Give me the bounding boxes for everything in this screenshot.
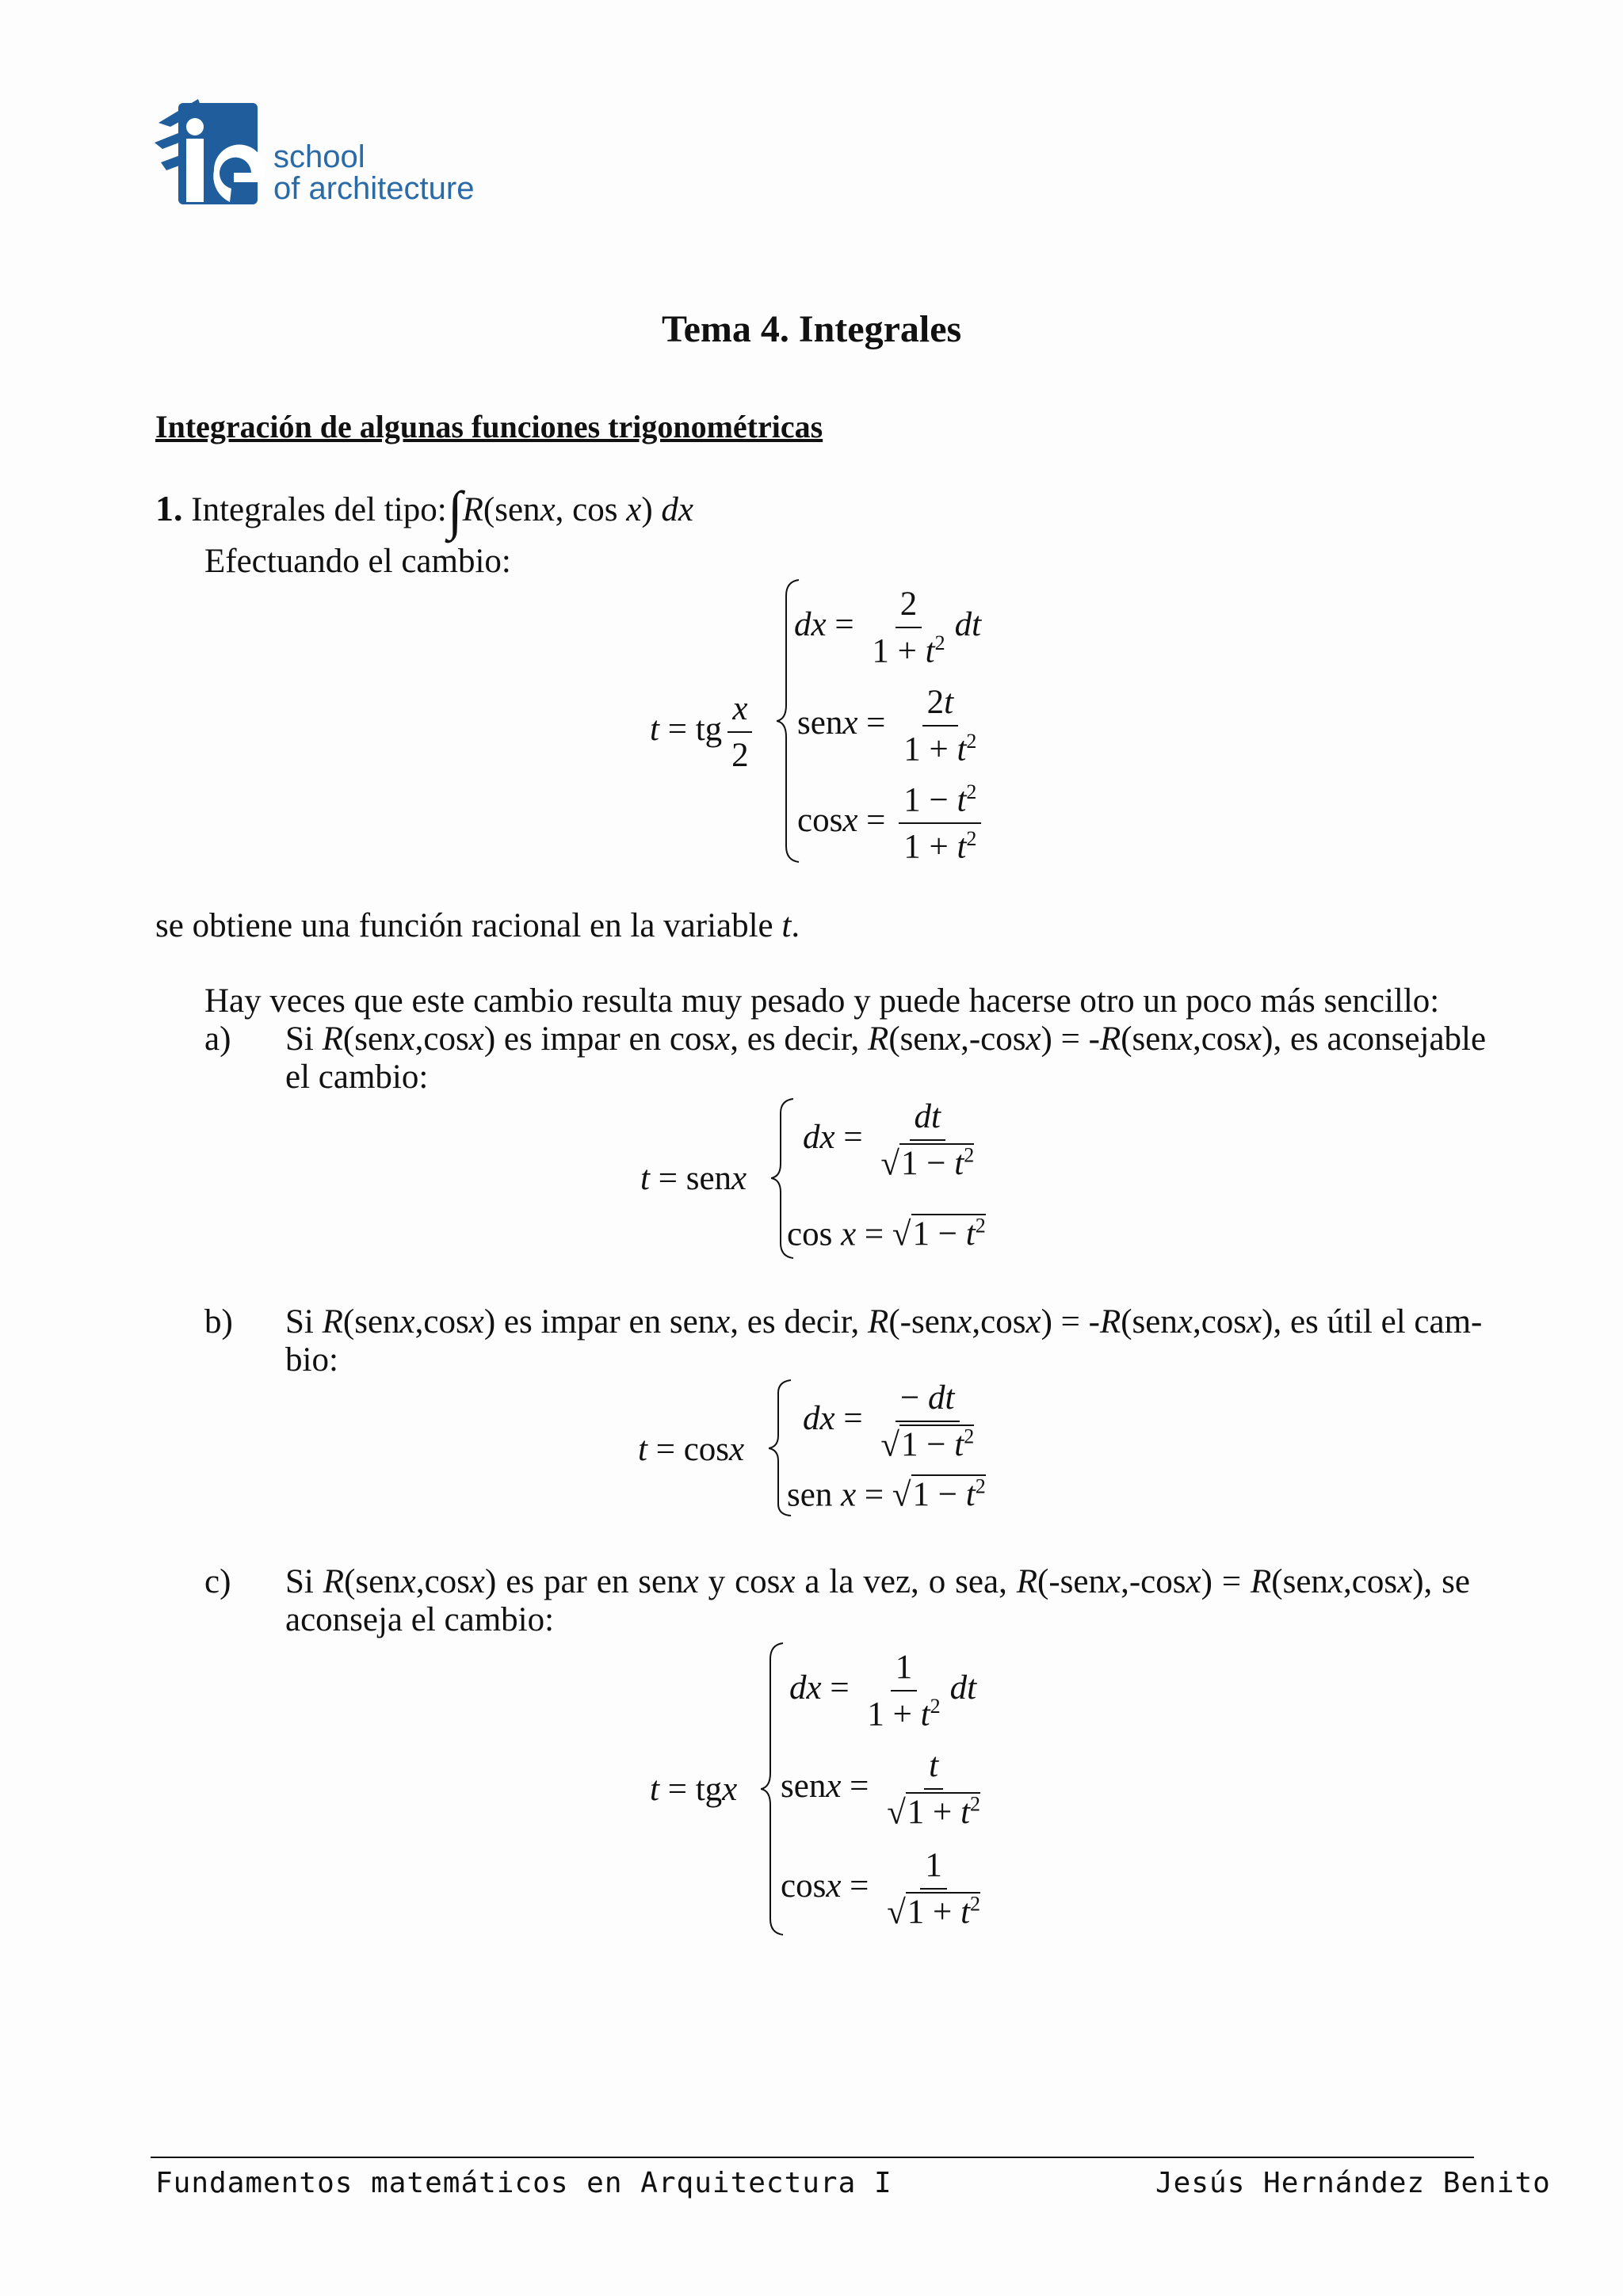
sub1-sen: senx = $\frac{2t}{1 + t^2}$ xyxy=(797,684,977,769)
item1-heading xyxy=(155,490,447,529)
case-a-label: a) xyxy=(204,1020,231,1058)
item1-conclusion: se obtiene una función racional en la variable t. xyxy=(155,907,800,944)
item1-number: 1. xyxy=(155,488,183,528)
sub-c-lhs: t = tgx xyxy=(650,1771,738,1808)
item1-intro: Integrales del tipo: xyxy=(191,491,447,528)
case-b-text: Si R(senx,cosx) es impar en senx, es decir, R(-senx,cosx) = -R(senx,cosx), es útil el cam- xyxy=(285,1303,1483,1341)
sub-b-sen: sen $x = √1 - t^2$ xyxy=(787,1475,986,1514)
logo-line-school: school xyxy=(273,139,365,174)
sub1-lhs: t = tg $\frac{x}{2}$ xyxy=(650,689,758,775)
item1-integral: ∫R(senx, cos x) dx xyxy=(448,480,693,540)
ie-logo-mark xyxy=(155,95,273,206)
footer-rule xyxy=(151,2157,1474,2158)
system-1 xyxy=(650,578,983,864)
system-c xyxy=(650,1642,991,1936)
case-b-label: b) xyxy=(204,1303,233,1341)
sub-b-dx: dx = $\frac{- dt}{√1 - t^2}$ xyxy=(803,1379,975,1464)
section-title: Integración de algunas funciones trigonométricas xyxy=(155,409,823,444)
sub-a-dx: dx = $\frac{dt}{√1 - t^2}$ xyxy=(803,1098,975,1183)
sub-a-cos: $\cos x = √1 - t^2$ xyxy=(787,1215,986,1253)
footer-left: Fundamentos matemáticos en Arquitectura I xyxy=(155,2167,892,2199)
logo-line-architecture: of architecture xyxy=(273,171,475,206)
sub-c-cos: cosx = $\frac{1}{√1 + t^2}$ xyxy=(781,1847,981,1932)
case-a-line2: el cambio: xyxy=(285,1058,429,1096)
case-c-line2: aconseja el cambio: xyxy=(285,1601,555,1638)
case-c-label: c) xyxy=(204,1563,231,1600)
case-a-text: Si R(senx,cosx) es impar en cosx, es decir, R(senx,-cosx) = -R(senx,cosx), es aconsejable xyxy=(285,1020,1487,1058)
sub1-cos: cosx = $\frac{1 - t^2}{1 + t^2}$ xyxy=(797,780,986,867)
system-b xyxy=(638,1379,995,1517)
sub1-dx: dx = $\frac{2}{1 + t^2}$ dt xyxy=(794,585,982,670)
system-a xyxy=(640,1097,989,1260)
sub-a-lhs: t = senx xyxy=(640,1160,747,1197)
footer-right: Jesús Hernández Benito xyxy=(1155,2167,1551,2199)
ie-logo xyxy=(155,95,479,206)
page-title: Tema 4. Integrales xyxy=(662,308,962,350)
item1-cambio: Efectuando el cambio: xyxy=(204,543,511,580)
intro-alt: Hay veces que este cambio resulta muy pesado y puede hacerse otro un poco más sencillo: xyxy=(204,982,1440,1020)
case-c-text: Si R(senx,cosx) es par en senx y cosx a la vez, o sea, R(-senx,-cosx) = R(senx,cosx), se xyxy=(285,1563,1470,1600)
sub-c-dx: dx = $\frac{1}{1 + t^2}$ dt xyxy=(789,1649,977,1733)
sub-c-sen: senx = $\frac{t}{√1 + t^2}$ xyxy=(781,1747,981,1832)
case-b-line2: bio: xyxy=(285,1341,338,1379)
sub-b-lhs: t = cosx xyxy=(638,1431,745,1468)
